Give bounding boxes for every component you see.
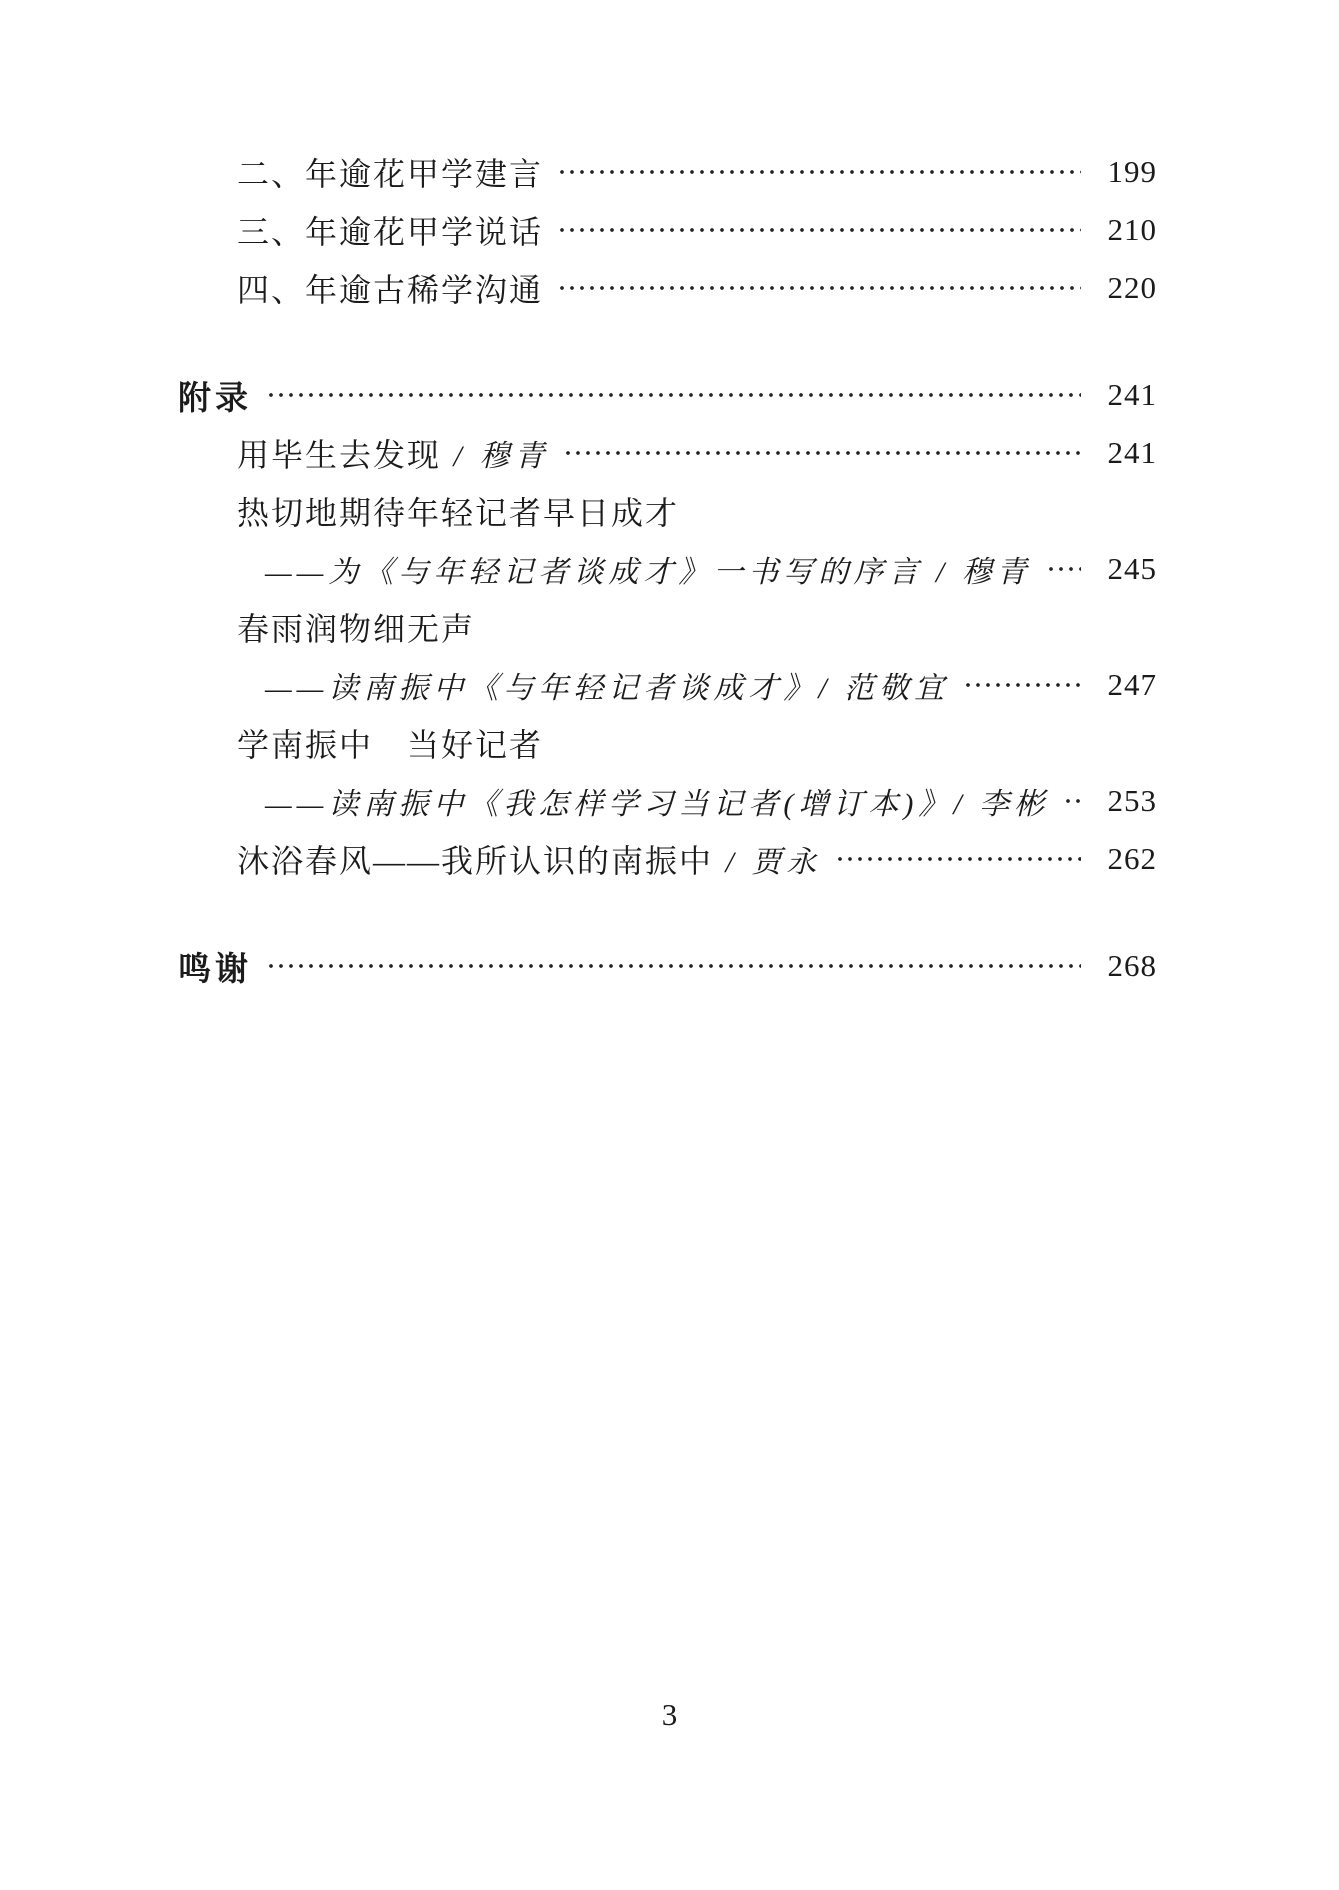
toc-entry xyxy=(0,830,1339,888)
toc-entry xyxy=(0,598,1339,656)
dot-leader xyxy=(1046,540,1081,598)
page-ref: 241 xyxy=(1107,377,1157,412)
page-ref: 210 xyxy=(1107,212,1157,247)
dot-leader xyxy=(563,424,1081,482)
page-ref: 241 xyxy=(1107,435,1157,470)
toc-section-header xyxy=(0,937,1339,995)
dot-leader xyxy=(1063,772,1081,830)
toc-entry-subtitle: ——读南振中《与年轻记者谈成才》/ 范敬宜 xyxy=(265,672,950,705)
dot-leader xyxy=(557,259,1081,317)
toc-entry xyxy=(0,482,1339,540)
page-ref: 199 xyxy=(1107,154,1157,189)
toc-entry-subtitle: ——读南振中《我怎样学习当记者(增订本)》/ 李彬 xyxy=(265,788,1050,821)
dot-leader xyxy=(266,937,1081,995)
toc-entry-title: 三、年逾花甲学说话 xyxy=(237,214,544,250)
toc-entry-author: / 贾永 xyxy=(713,846,822,879)
page-ref: 253 xyxy=(1107,783,1157,818)
toc-section-title: 附录 xyxy=(178,380,252,417)
page-ref: 247 xyxy=(1107,667,1157,702)
toc-entry-title: 学南振中 当好记者 xyxy=(237,727,544,763)
page-ref: 262 xyxy=(1107,841,1157,876)
toc-entry-subtitle-line xyxy=(0,540,1339,598)
page-ref: 220 xyxy=(1107,270,1157,305)
toc-entry-subtitle-line xyxy=(0,656,1339,714)
toc-entry-title: 沐浴春风——我所认识的南振中 xyxy=(237,843,714,879)
toc-entry-title: 二、年逾花甲学建言 xyxy=(237,156,544,192)
dot-leader xyxy=(835,830,1081,888)
toc-entry xyxy=(0,259,1339,317)
dot-leader xyxy=(557,201,1081,259)
toc-entry xyxy=(0,143,1339,201)
toc-entry-title: 春雨润物细无声 xyxy=(237,611,476,647)
page-ref: 268 xyxy=(1107,948,1157,983)
toc xyxy=(0,143,1339,995)
toc-entry-title: 热切地期待年轻记者早日成才 xyxy=(237,495,680,531)
toc-entry xyxy=(0,714,1339,772)
toc-entry-subtitle-line xyxy=(0,772,1339,830)
page-ref: 245 xyxy=(1107,551,1157,586)
dot-leader xyxy=(557,143,1081,201)
toc-entry xyxy=(0,201,1339,259)
dot-leader xyxy=(963,656,1081,714)
toc-entry xyxy=(0,424,1339,482)
toc-entry-author: / 穆青 xyxy=(441,440,550,473)
toc-entry-title: 四、年逾古稀学沟通 xyxy=(237,272,544,308)
toc-section-title: 鸣谢 xyxy=(178,951,252,988)
dot-leader xyxy=(266,366,1081,424)
toc-section-header xyxy=(0,366,1339,424)
folio-page-number: 3 xyxy=(661,1697,678,1732)
toc-entry-subtitle: ——为《与年轻记者谈成才》一书写的序言 / 穆青 xyxy=(265,556,1032,589)
toc-entry-title: 用毕生去发现 xyxy=(237,437,442,473)
